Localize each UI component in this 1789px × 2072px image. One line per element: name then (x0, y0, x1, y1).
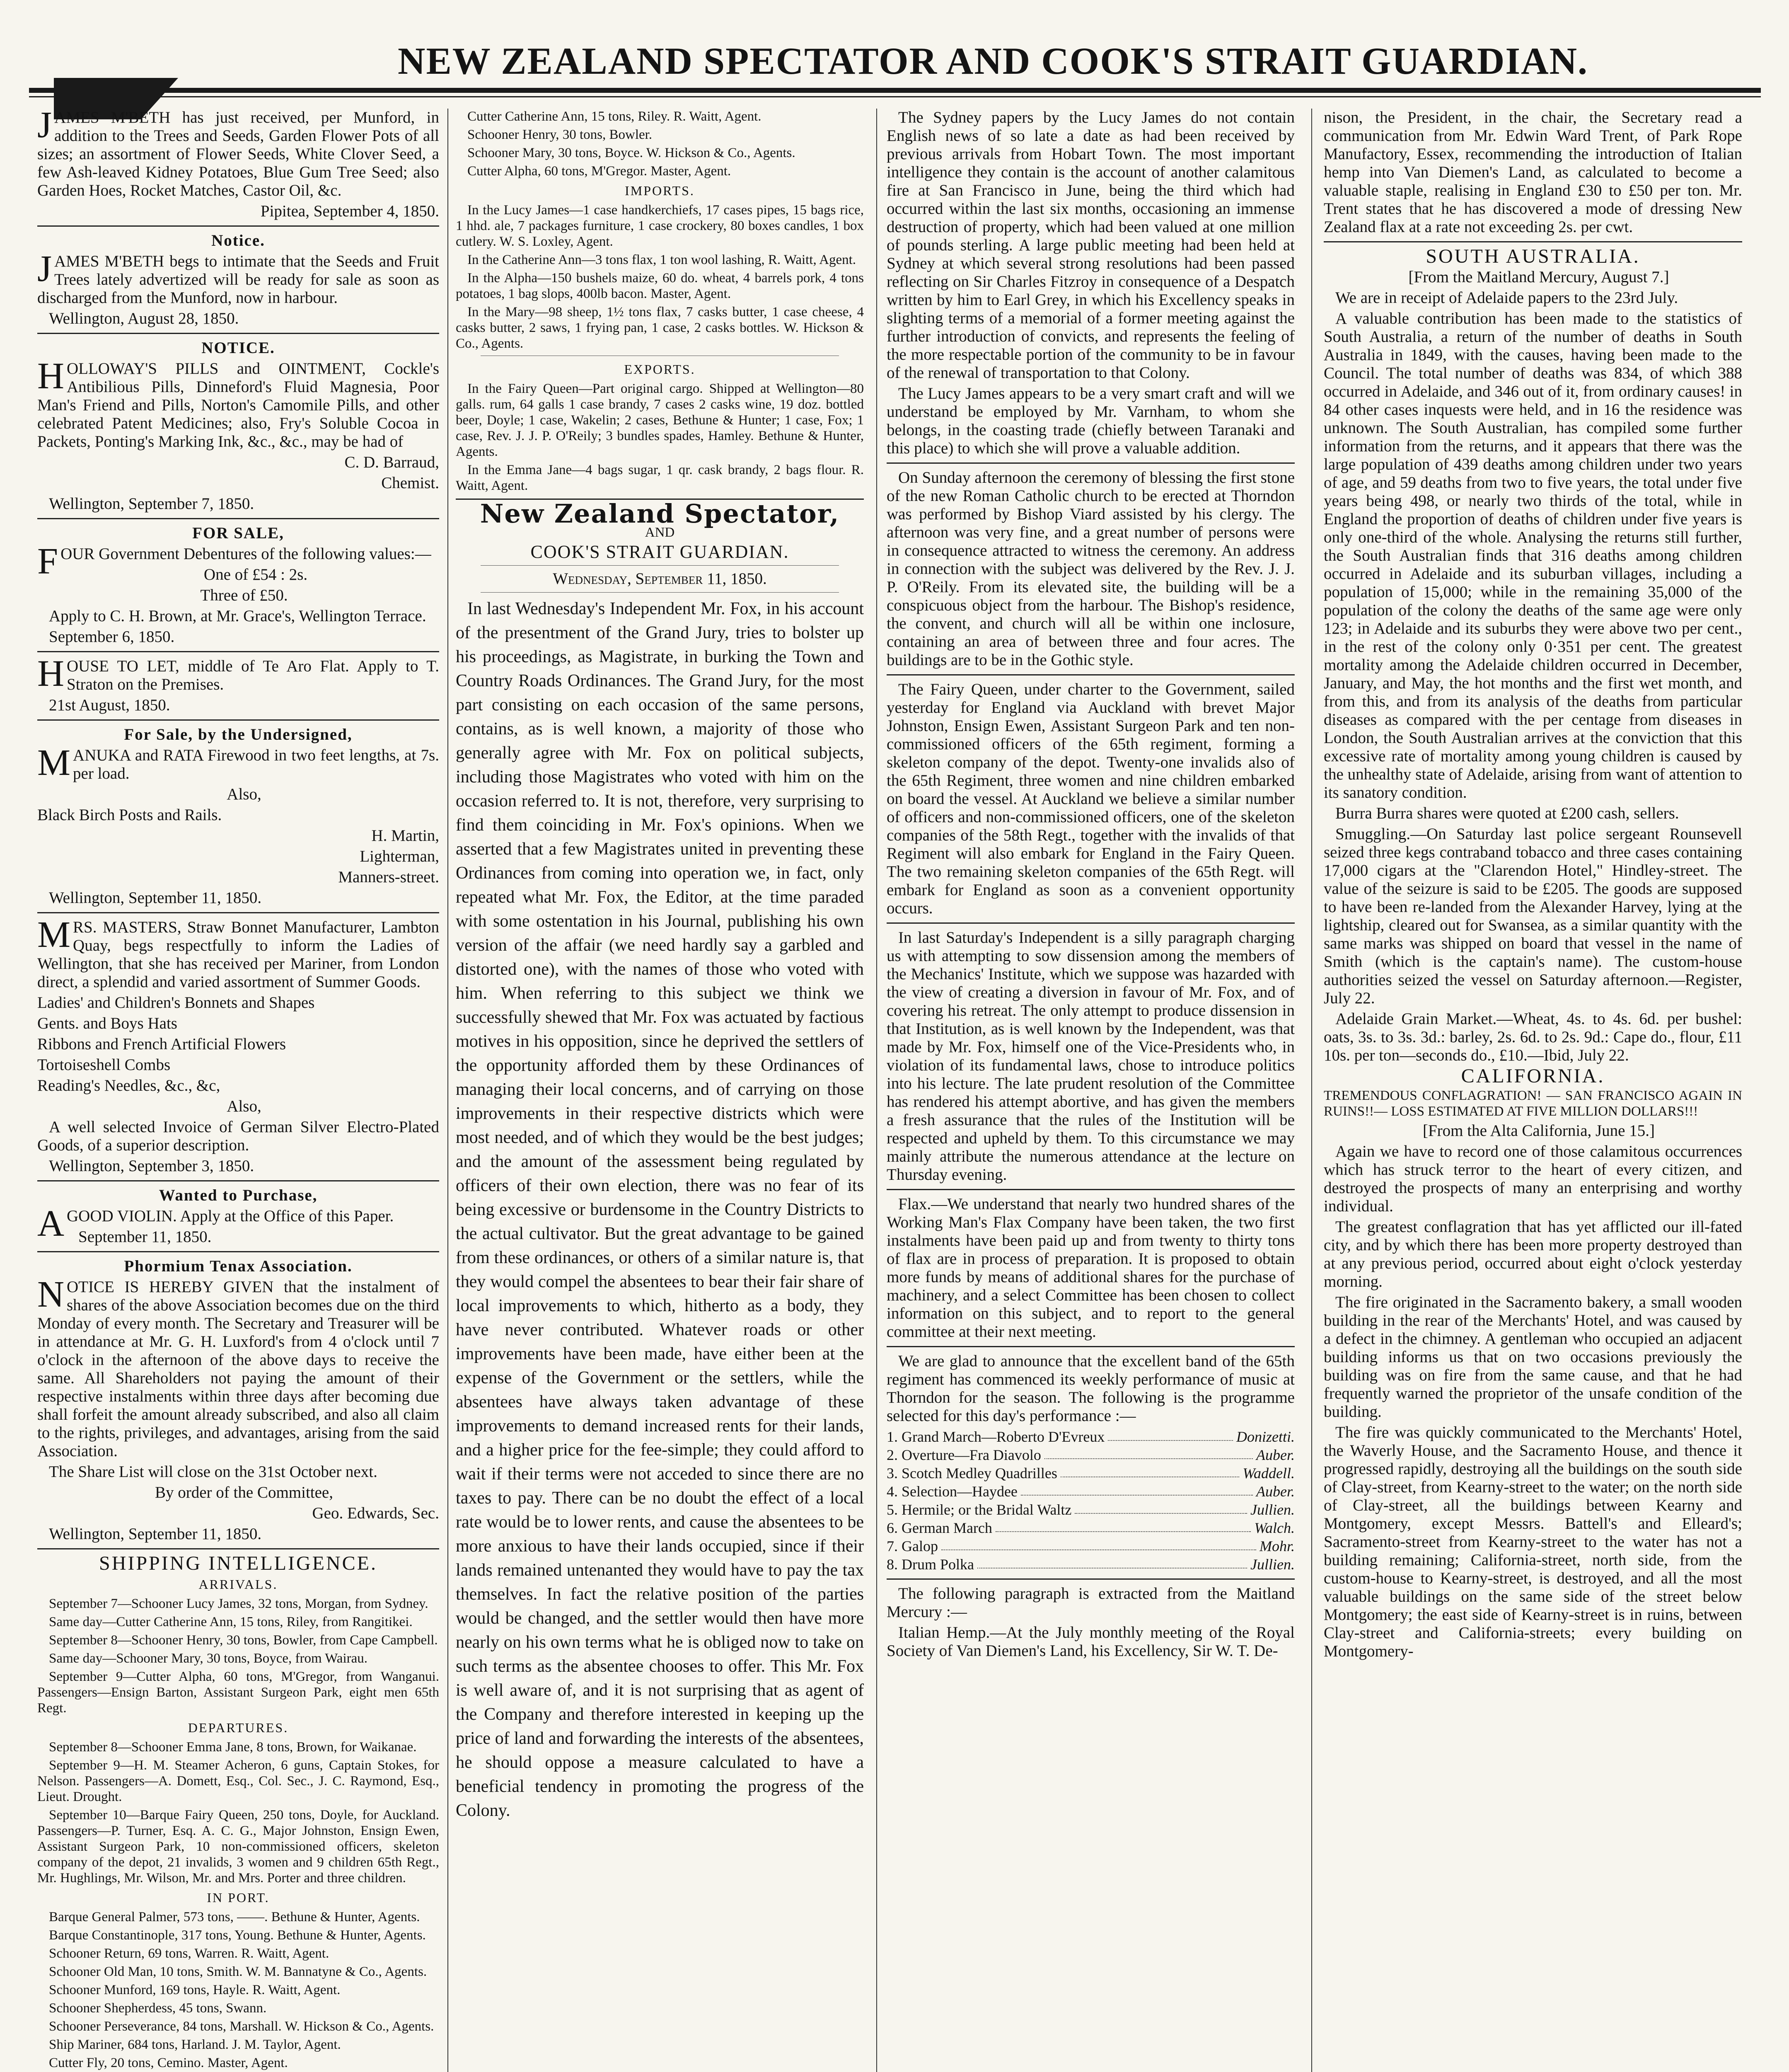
list-item: Schooner Old Man, 10 tons, Smith. W. M. Bannatyne & Co., Agents. (49, 1964, 427, 1979)
divider (37, 651, 439, 652)
column-foreign-news (1324, 109, 1742, 2072)
programme-composer: Auber. (1256, 1447, 1295, 1463)
programme-piece: 8. Drum Polka (887, 1556, 974, 1573)
list-item (887, 1428, 1295, 1446)
programme-piece: 5. Hermile; or the Bridal Waltz (887, 1501, 1072, 1518)
ad-line: Black Birch Posts and Rails. (37, 806, 222, 824)
news-burra-shares: Burra Burra shares were quoted at £200 cash, sellers. (1335, 804, 1679, 822)
imports-list (456, 202, 864, 351)
ad-heading: Wanted to Purchase, (159, 1186, 318, 1204)
news-italian-hemp-cont: nison, the President, in the chair, the Secretary read a communication from Mr. Edwin Ward Trent, of Park Rope Manufactory, Essex, recommending the introduction of Italian hemp into Van Diemen's Land, as calculated to become a valuable staple, realising in England £30 to £50 per ton. Mr. Trent states that he has discovered a mode of dressing New Zealand flax at a rate not exceeding 2s. per cwt. (1324, 109, 1742, 236)
programme-composer: Walch. (1254, 1520, 1295, 1536)
subheading-in-port: IN PORT. (207, 1890, 270, 1905)
programme-composer: Waddell. (1243, 1465, 1295, 1481)
ad-line: Three of £50. (200, 586, 288, 604)
ad-date: Wellington, September 3, 1850. (49, 1157, 254, 1175)
ad-line: The Share List will close on the 31st October next. (49, 1463, 377, 1481)
ad-date: Pipitea, September 4, 1850. (260, 202, 439, 220)
ad-heading: For Sale, by the Undersigned, (124, 726, 353, 743)
divider (37, 518, 439, 519)
divider (37, 333, 439, 334)
list-item: September 9—H. M. Steamer Acheron, 6 guns, Captain Stokes, for Nelson. Passengers—A. Domett, Esq., Col. Sec., J. C. Raymond, Esq., Lieut. Drought. (37, 1758, 439, 1804)
programme-piece: 6. German March (887, 1520, 992, 1536)
paper-subtitle: COOK'S STRAIT GUARDIAN. (530, 542, 789, 562)
ad-line: Apply to C. H. Brown, at Mr. Grace's, Wellington Terrace. (49, 607, 426, 625)
newspaper-title: NEW ZEALAND SPECTATOR AND COOK'S STRAIT GUARDIAN. (398, 40, 1588, 82)
ad-signature: Manners-street. (338, 868, 439, 886)
news-lucy-james: The Lucy James appears to be a very smart craft and will we understand be employed by Mr. Varnham, to whom she belongs, in the coasting trade (chiefly between Taranaki and this place) to which she will prove a valuable addition. (887, 385, 1295, 457)
california-headline: TREMENDOUS CONFLAGRATION! — SAN FRANCISCO AGAIN IN RUINS!!— LOSS ESTIMATED AT FIVE MILLION DOLLARS!!! (1324, 1088, 1742, 1119)
list-item (887, 1482, 1295, 1501)
list-item: September 9—Cutter Alpha, 60 tons, M'Gregor, from Wanganui. Passengers—Ensign Barton, Assistant Surgeon Park, eight men 65th Regt. (37, 1669, 439, 1716)
news-fairy-queen: The Fairy Queen, under charter to the Government, sailed yesterday for England via Auckland with brevet Major Johnston, Ensign Ewen, Assistant Surgeon Park and ten non-commissioned officers of the 65th regiment, forming a skeleton company of the depot. Twenty-one invalids also of the 65th Regiment, three women and nine children embarked on board the vessel. At Auckland we believe a similar number of officers and non-commissioned officers, one of the skeleton companies of the 58th Regt., together with the invalids of that Regiment will also embark for England in the Fairy Queen. The two remaining skeleton companies of the 65th Regt. will embark for England as soon as a convenient opportunity occurs. (887, 680, 1295, 917)
divider (37, 225, 439, 227)
list-item: September 10—Barque Fairy Queen, 250 tons, Doyle, for Auckland. Passengers—P. Turner, Esq. A. C. G., Major Johnston, Ensign Ewen, Assistant Surgeon Park, 10 non-commissioned officers, skeleton company of the depot, 21 invalids, 3 women and 9 children 65th Regt., Mr. Hughlings, Mr. Wilson, Mr. and Mrs. Porter and three children. (37, 1808, 439, 1886)
divider (887, 922, 1295, 924)
ad-line: Ribbons and French Artificial Flowers (37, 1035, 286, 1053)
divider (481, 565, 839, 566)
column-shipping-editorial (456, 109, 864, 2072)
news-mechanics-institute: In last Saturday's Independent is a silly paragraph charging us with attempting to sow dissension among the members of the Mechanics' Institute, which we suppose was hazarded with the view of creating a diversion in favour of Mr. Fox, and of covering his retreat. The only attempt to produce dissension in that Institution, as is well known by the Independent, was that made by Mr. Fox, himself one of the Vice-Presidents who, in violation of its fundamental laws, chose to introduce politics into his lecture. The late prudent resolution of the Committee has rendered his attempt abortive, and has given the members a fresh assurance that the rules of the Institution will be respected and upheld by them. To this circumstance we may mainly attribute the numerous attendance at the lecture on Thursday evening. (887, 929, 1295, 1184)
divider (887, 674, 1295, 675)
ad-date: Wellington, September 11, 1850. (49, 889, 262, 907)
divider (37, 719, 439, 721)
divider (37, 1180, 439, 1181)
in-port-list (37, 1909, 439, 2072)
list-item (887, 1555, 1295, 1573)
divider (37, 1251, 439, 1252)
subheading-arrivals: ARRIVALS. (198, 1577, 278, 1592)
list-item: Same day—Cutter Catherine Ann, 15 tons, Riley, from Rangitikei. (49, 1615, 413, 1629)
news-catholic-church: On Sunday afternoon the ceremony of blessing the first stone of the new Roman Catholic church to be erected at Thorndon was performed by Bishop Viard assisted by his clergy. The afternoon was very fine, and a great number of persons were in consequence attracted to witness the ceremony. An address in connection with the subject was delivered by the Rev. J. J. P. O'Reily. From its elevated site, the building will be a conspicuous object from the harbour. The Bishop's residence, the convent, and church will all be within one inclosure, containing an area of between three and four acres. The buildings are to be in the Gothic style. (887, 469, 1295, 669)
programme-piece: 3. Scotch Medley Quadrilles (887, 1465, 1057, 1481)
ad-heading: Phormium Tenax Association. (124, 1257, 353, 1275)
list-item: September 8—Schooner Emma Jane, 8 tons, Brown, for Waikanae. (49, 1740, 417, 1755)
section-heading-south-australia: SOUTH AUSTRALIA. (1426, 245, 1640, 267)
news-deaths-statistics: A valuable contribution has been made to the statistics of South Australia, a return of the number of deaths in South Australia in 1849, with the causes, having been made to the Council. The total number of deaths was 834, of which 388 occurred in Adelaide, and 346 out of it, from ordinary causes! in 84 other cases inquests were held, and in 16 the residence was unknown. The South Australian, has compiled some further information from the returns, and it appears that there was the large population of 439 deaths among children under two years of age, and 59 deaths from two to five years, the total under five years being 498, or nearly two thirds of the total, while in England the proportion of deaths of children under five years is only one-third of the whole. Analysing the returns still further, the South Australian finds that 316 deaths among children occurred in Adelaide and its suburban villages, including a population of 15,000; while in the remaining 35,000 of the population of the colony the deaths of the same age were only 123; in Adelaide and its suburbs they were above two per cent., in the rest of the colony only 0·351 per cent. The greatest mortality among the Adelaide children occurred in December, January, and May, the hot months and the first wet month, and from this, and from its analysis of the deaths from particular diseases as compared with the per centage from diseases in London, the South Australian arrives at the conviction that this excessive rate of mortality among young children is caused by the unhealthy state of Adelaide, arising from want of attention to its sanatory condition. (1324, 310, 1742, 801)
ad-signature: C. D. Barraud, (344, 453, 439, 471)
news-maitland-intro: The following paragraph is extracted from the Maitland Mercury :— (887, 1585, 1295, 1621)
list-item (887, 1537, 1295, 1555)
list-item: In the Emma Jane—4 bags sugar, 1 qr. cask brandy, 2 bags flour. R. Waitt, Agent. (456, 462, 864, 493)
news-grain-market: Adelaide Grain Market.—Wheat, 4s. to 4s. 6d. per bushel: oats, 3s. to 3s. 3d.: barley, 2s. 6d. to 2s. 9d.: Cape do., flour, £11 10s. per ton—seconds do., £10.—Ibid, July 22. (1324, 1010, 1742, 1064)
ad-line: A well selected Invoice of German Silver Electro-Plated Goods, of a superior description. (37, 1118, 439, 1154)
list-item: Schooner Munford, 169 tons, Hayle. R. Waitt, Agent. (49, 1982, 341, 1997)
column-advertisements (37, 109, 439, 2072)
masthead (25, 36, 1764, 86)
divider (887, 1189, 1295, 1190)
news-paragraph: We are in receipt of Adelaide papers to the 23rd July. (1335, 289, 1678, 307)
ad-line: Also, (227, 1097, 261, 1115)
in-port-list-cont (456, 109, 864, 179)
ad-signature: Lighterman, (360, 847, 439, 865)
ad-line: By order of the Committee, (155, 1484, 333, 1501)
ad-date: September 6, 1850. (49, 628, 175, 646)
ad-date: September 11, 1850. (78, 1228, 212, 1246)
divider (887, 1578, 1295, 1580)
list-item (887, 1519, 1295, 1537)
ad-signature: Chemist. (381, 474, 439, 492)
section-heading-shipping: SHIPPING INTELLIGENCE. (99, 1552, 377, 1574)
subheading-departures: DEPARTURES. (188, 1720, 289, 1735)
list-item: In the Catherine Ann—3 tons flax, 1 ton wool lashing, R. Waitt, Agent. (467, 252, 856, 267)
programme-piece: 1. Grand March—Roberto D'Evreux (887, 1428, 1105, 1445)
news-paragraph: The greatest conflagration that has yet afflicted our ill-fated city, and by which there has been more property destroyed than at any previous period, occurred about eight o'clock yesterday morning. (1324, 1218, 1742, 1290)
ad-line: Gents. and Boys Hats (37, 1014, 177, 1032)
news-flax-company: Flax.—We understand that nearly two hundred shares of the Working Man's Flax Company have been taken, the two first instalments have been paid up and from twenty to thirty tons of flax are in process of preparation. It is proposed to obtain more funds by means of additional shares for the purchase of machinery, and a select Committee has been chosen to collect information on this subject, and to report to the general committee at their next meeting. (887, 1195, 1295, 1341)
list-item: Same day—Schooner Mary, 30 tons, Boyce, from Wairau. (49, 1651, 368, 1666)
list-item: Cutter Alpha, 60 tons, M'Gregor. Master, Agent. (467, 164, 731, 179)
subheading-imports: IMPORTS. (625, 183, 695, 198)
ad-date: Wellington, August 28, 1850. (49, 310, 239, 327)
divider (887, 462, 1295, 464)
ad-heading: Notice. (211, 232, 265, 249)
list-item: Schooner Henry, 30 tons, Bowler. (467, 127, 653, 142)
band-programme-list (887, 1428, 1295, 1573)
paper-name-and: AND (645, 525, 675, 540)
exports-list (456, 381, 864, 494)
section-heading-california: CALIFORNIA. (1461, 1065, 1605, 1087)
ad-line: Also, (227, 785, 261, 803)
programme-composer: Donizetti. (1236, 1428, 1295, 1445)
news-smuggling: Smuggling.—On Saturday last police sergeant Rounsevell seized three kegs contraband tobacco and three cases containing 17,000 cigars at the "Clarendon Hotel," Hindley-street. The value of the seizure is said to be £205. The goods are supposed to have been re-landed from the Alexander Harvey, lying at the lightship, cleared out for Swansea, as a similar quantity with the same marks was shipped on board that vessel in the name of Smith (which is the captain's name). The custom-house authorities seized the vessel on Saturday afternoon.—Register, July 22. (1324, 825, 1742, 1007)
list-item (887, 1446, 1295, 1464)
list-item: In the Fairy Queen—Part original cargo. Shipped at Wellington—80 galls. rum, 64 galls 1 case brandy, 7 cases 2 casks wine, 19 doz. bottled beer, Doyle; 1 case, Wakelin; 2 cases, Bethune & Hunter; 1 case, Fox; 1 case, Rev. J. J. P. O'Reily; 3 bundles spades, Hamley. Bethune & Hunter, Agents. (456, 381, 864, 459)
ad-firewood: MANUKA and RATA Firewood in two feet lengths, at 7s. per load. (37, 742, 439, 783)
list-item: In the Mary—98 sheep, 1½ tons flax, 7 casks butter, 1 case cheese, 4 casks butter, 2 saws, 1 frying pan, 1 case, 2 casks bottles. W. Hickson & Co., Agents. (456, 305, 864, 351)
arrivals-list (37, 1596, 439, 1716)
ad-line: Tortoiseshell Combs (37, 1056, 171, 1074)
divider (481, 592, 839, 593)
list-item: In the Lucy James—1 case handkerchiefs, 17 cases pipes, 15 bags rice, 1 hhd. ale, 7 packages furniture, 1 case crockery, 80 boxes candles, 1 box cutlery. W. S. Loxley, Agent. (456, 203, 864, 249)
source-note: [From the Alta California, June 15.] (1423, 1122, 1655, 1140)
ad-mbeth-seeds: JAMES M'BETH has just received, per Munford, in addition to the Trees and Seeds, Garden Flower Pots of all sizes; an assortment of Flower Seeds, White Clover Seed, a few Ash-leaved Kidney Potatoes, Blue Gum Tree Seed; also Garden Hoes, Rocket Matches, Castor Oil, &c. (37, 109, 439, 199)
list-item: Cutter Fly, 20 tons, Cemino. Master, Agent. (49, 2055, 288, 2070)
column-local-news (887, 109, 1295, 2072)
ad-heading: FOR SALE, (192, 524, 284, 542)
programme-piece: 2. Overture—Fra Diavolo (887, 1447, 1041, 1463)
subheading-exports: EXPORTS. (624, 362, 696, 377)
list-item: Barque Constantinople, 317 tons, Young. Bethune & Hunter, Agents. (49, 1928, 426, 1943)
list-item (887, 1501, 1295, 1519)
news-band-programme: We are glad to announce that the excellent band of the 65th regiment has commenced its weekly performance of music at Thorndon for the season. The following is the programme selected for this day's performance :— (887, 1352, 1295, 1425)
editorial-article: In last Wednesday's Independent Mr. Fox, in his account of the presentment of the Grand Jury, tries to bolster up his proceedings, as Magistrate, in burking the Town and Country Roads Ordinances. The Grand Jury, for the most part consisting on each occasion of the same persons, contains, as is well known, a majority of those who generally agree with Mr. Fox on political subjects, including those Magistrates who voted with him on the occasion referred to. It is not, therefore, very surprising to find them coinciding in Mr. Fox's opinions. When we asserted that a few Magistrates united in preventing these Ordinances from coming into operation we, in fact, only repeated what Mr. Fox, the Editor, at the time paraded with some ostentation in his Journal, publishing his own version of the affair (we need hardly say a garbled and distorted one), with the names of those who voted with him. When referring to this subject we think we successfully shewed that Mr. Fox was actuated by factious motives in his opposition, since he deprived the settlers of the opportunity afforded them by these Ordinances of managing their local concerns, and of carrying on those improvements in their respective districts which were most needed, and of which they would be the best judges; and the amount of the assessment being regulated by officers of their own election, there was no fear of its being excessive or burdensome in the Country Districts to the actual cultivator. But the great advantage to be gained from these ordinances, or others of a similar nature is, that they would compel the absentees to bear their fair share of local improvements to which, hitherto as a body, they have never contributed. Whatever roads or other improvements have been made, have either been at the expense of the Government or the settlers, while the absentees have always taken advantage of these improvements to demand increased rents for their lands, and a higher price for the fee-simple; they could afford to wait if their terms were not acceded to since there are no taxes to pay. There can be no doubt the effect of a local rate would be to lower rents, and cause the absentees to be more anxious to have their lands occupied, since if their lands remained untenanted they would have to pay the tax themselves. In fact the relative position of the parties would be changed, and the settler would then have more nearly on his own terms what he is obliged now to take on such terms as the absentee chooses to offer. This Mr. Fox is well aware of, and it is not surprising that as agent of the Company and therefore interested in keeping up the price of land and forwarding the interests of the absentees, he should oppose a measure calculated to have a beneficial tendency in promoting the progress of the Colony. (456, 599, 864, 1820)
list-item (887, 1464, 1295, 1482)
ad-line: One of £54 : 2s. (203, 566, 308, 583)
divider (1324, 241, 1742, 242)
news-sydney-papers: The Sydney papers by the Lucy James do not contain English news of so late a date as had been received by previous arrivals from Hobart Town. The most important intelligence they contain is the account of another calamitous fire at San Francisco in June, being the third which had occurred within the last six months, occasioning an immense destruction of property, which had been valued at one million of pounds sterling. A large public meeting had been held at Sydney at which several strong resolutions had been passed reflecting on Sir Charles Fitzroy in consequence of a Despatch written by him to Earl Grey, in which his Excellency speaks in slighting terms of a memorial of a former meeting against the further introduction of convicts, and represents the feeling of the more respectable portion of the community to be in favour of the renewal of transportation to that Colony. (887, 109, 1295, 382)
ad-heading: NOTICE. (201, 339, 275, 357)
column-divider (876, 109, 877, 2072)
divider (887, 1346, 1295, 1347)
programme-composer: Jullien. (1250, 1556, 1295, 1573)
ad-holloway: HOLLOWAY'S PILLS and OINTMENT, Cockle's Antibilious Pills, Dinneford's Fluid Magnesia, Poor Man's Friend and Pills, Norton's Camomile Pills, and other celebrated Patent Medicines; also, Fry's Soluble Cocoa in Packets, Ponting's Marking Ink, &c., &c., may be had of (37, 356, 439, 450)
column-divider (1311, 109, 1312, 2072)
list-item: Cutter Catherine Ann, 15 tons, Riley. R. Waitt, Agent. (467, 109, 762, 124)
departures-list (37, 1739, 439, 1886)
divider (37, 1548, 439, 1549)
divider (37, 912, 439, 913)
programme-composer: Jullien. (1250, 1501, 1295, 1518)
ad-date: 21st August, 1850. (49, 696, 170, 714)
list-item: In the Alpha—150 bushels maize, 60 do. wheat, 4 barrels pork, 4 tons potatoes, 1 bag slops, 400lb bacon. Master, Agent. (456, 271, 864, 301)
ad-date: Wellington, September 7, 1850. (49, 495, 254, 513)
ad-date: Wellington, September 11, 1850. (49, 1525, 262, 1543)
issue-date: Wednesday, September 11, 1850. (553, 570, 767, 588)
programme-composer: Auber. (1256, 1483, 1295, 1500)
ad-phormium: NOTICE IS HEREBY GIVEN that the instalment of shares of the above Association becomes due on the third Monday of every month. The Secretary and Treasurer will be in attendance at Mr. G. H. Luxford's from 4 o'clock until 7 o'clock in the afternoon of the above days to receive the same. All Shareholders not paying the amount of their respective instalments within three days after becoming due shall forfeit the amount already subscribed, and also all claim to the rights, privileges, and advantages, arising from the said Association. (37, 1274, 439, 1460)
ad-house-to-let: HOUSE TO LET, middle of Te Aro Flat. Apply to T. Straton on the Premises. (37, 653, 439, 694)
ad-mbeth-notice: JAMES M'BETH begs to intimate that the Seeds and Fruit Trees lately advertized will be ready for sale as soon as discharged from the Munford, now in harbour. (37, 248, 439, 307)
list-item: Barque General Palmer, 573 tons, ——. Bethune & Hunter, Agents. (49, 1910, 420, 1924)
masthead-rule-thin (29, 96, 1761, 97)
list-item: Schooner Mary, 30 tons, Boyce. W. Hickson & Co., Agents. (467, 145, 795, 160)
list-item: Ship Mariner, 684 tons, Harland. J. M. Taylor, Agent. (49, 2037, 341, 2052)
programme-piece: 7. Galop (887, 1538, 938, 1554)
list-item: September 7—Schooner Lucy James, 32 tons, Morgan, from Sydney. (49, 1596, 428, 1611)
news-paragraph: Again we have to record one of those calamitous occurrences which has struck terror to the heart of every citizen, and destroyed the prospects of many an enterprising and worthy individual. (1324, 1143, 1742, 1215)
ad-line: Reading's Needles, &c., &c, (37, 1077, 220, 1094)
ad-debentures: FOUR Government Debentures of the following values:— (37, 541, 431, 582)
source-note: [From the Maitland Mercury, August 7.] (1408, 268, 1669, 286)
paper-name-blackletter: New Zealand Spectator, (480, 499, 840, 529)
ad-signature: Geo. Edwards, Sec. (312, 1504, 439, 1522)
news-italian-hemp: Italian Hemp.—At the July monthly meeting of the Royal Society of Van Diemen's Land, his Excellency, Sir W. T. De- (887, 1624, 1295, 1660)
ad-signature: H. Martin, (371, 827, 439, 845)
ad-violin: AGOOD VIOLIN. Apply at the Office of this Paper. (37, 1203, 394, 1244)
programme-composer: Mohr. (1259, 1538, 1295, 1554)
list-item: Schooner Shepherdess, 45 tons, Swann. (49, 2001, 267, 2016)
ad-line: Ladies' and Children's Bonnets and Shapes (37, 994, 315, 1012)
programme-piece: 4. Selection—Haydee (887, 1483, 1018, 1500)
list-item: Schooner Perseverance, 84 tons, Marshall. W. Hickson & Co., Agents. (49, 2019, 434, 2034)
list-item: Schooner Return, 69 tons, Warren. R. Waitt, Agent. (49, 1946, 329, 1961)
news-paragraph: The fire was quickly communicated to the Merchants' Hotel, the Waverly House, and the Sacramento House, and thence it progressed rapidly, destroying all the buildings on the south side of Clay-street, from Kearny-street to the water; on the north side of Clay-street, all the buildings between Kearny and Montgomery, except Messrs. Battell's and Elleard's; Sacramento-street from Kearny-street to the water has not a building remaining; California-street, north side, from the custom-house to Kearny-street, is destroyed, and all the most valuable buildings on the same side of the street below Montgomery; the east side of Kearny-street is in ruins, between Clay-street and California-streets; every building on Montgomery- (1324, 1423, 1742, 1660)
list-item: September 8—Schooner Henry, 30 tons, Bowler, from Cape Campbell. (49, 1633, 438, 1648)
masthead-rule (29, 88, 1761, 93)
ad-mrs-masters: MRS. MASTERS, Straw Bonnet Manufacturer, Lambton Quay, begs respectfully to inform the Ladies of Wellington, that she has received per Mariner, from London direct, a splendid and varied assortment of Summer Goods. (37, 914, 439, 991)
news-paragraph: The fire originated in the Sacramento bakery, a small wooden building in the rear of the Merchants' Hotel, and was caused by a defect in the chimney. A gentleman who occupied an adjacent building informs us that on two occasions previously the building was on fire from the same cause, and that he had frequently warned the proprietor of the unsafe condition of the building. (1324, 1293, 1742, 1421)
column-divider (447, 109, 448, 2072)
